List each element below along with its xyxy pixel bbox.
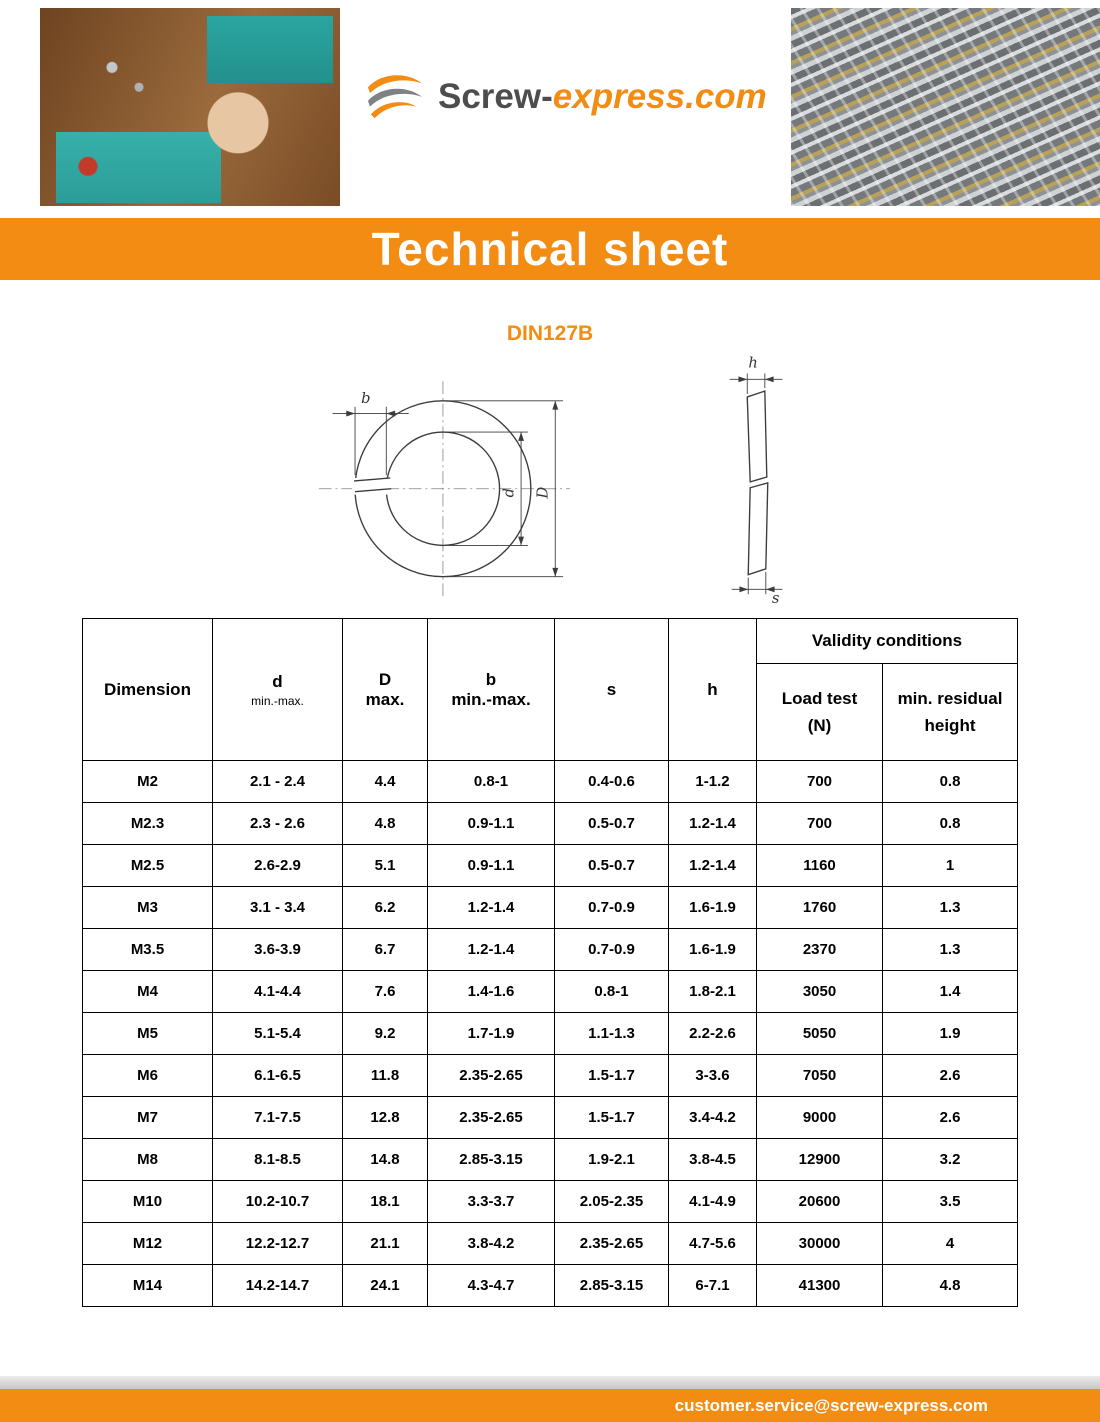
washer-drawing (0, 352, 1100, 608)
col-header-s: s (555, 619, 669, 761)
value-cell: 12.2-12.7 (213, 1223, 343, 1265)
value-cell: 2.35-2.65 (428, 1097, 555, 1139)
dimension-cell: M5 (83, 1013, 213, 1055)
value-cell: 14.8 (343, 1139, 428, 1181)
value-cell: 1.3 (883, 929, 1018, 971)
value-cell: 7050 (757, 1055, 883, 1097)
value-cell: 4.7-5.6 (669, 1223, 757, 1265)
value-cell: 4.1-4.4 (213, 971, 343, 1013)
value-cell: 2.3 - 2.6 (213, 803, 343, 845)
dimension-label-s: s (771, 590, 779, 608)
dimension-cell: M6 (83, 1055, 213, 1097)
value-cell: 0.8-1 (428, 761, 555, 803)
value-cell: 2.35-2.65 (428, 1055, 555, 1097)
logo-swoosh-icon (364, 70, 426, 124)
value-cell: 1 (883, 845, 1018, 887)
value-cell: 2.35-2.65 (555, 1223, 669, 1265)
table-row (83, 1223, 1018, 1265)
dimension-label-b: b (360, 389, 370, 407)
dimension-label-h: h (747, 354, 758, 372)
table-row (83, 845, 1018, 887)
value-cell: 0.5-0.7 (555, 803, 669, 845)
value-cell: 4.4 (343, 761, 428, 803)
col-header-D (343, 619, 428, 761)
table-row (83, 1097, 1018, 1139)
table-row (83, 1139, 1018, 1181)
load-test-line1: Load test (781, 688, 858, 708)
value-cell: 0.8 (883, 803, 1018, 845)
table-row (83, 887, 1018, 929)
dimension-cell: M14 (83, 1265, 213, 1307)
washer-side-view (683, 352, 833, 608)
value-cell: 1160 (757, 845, 883, 887)
spec-table-body (83, 761, 1018, 1307)
brand-prefix: Screw- (438, 77, 553, 116)
value-cell: 12900 (757, 1139, 883, 1181)
dimension-label-D: D (533, 486, 551, 499)
value-cell: 0.9-1.1 (428, 845, 555, 887)
value-cell: 41300 (757, 1265, 883, 1307)
value-cell: 4 (883, 1223, 1018, 1265)
value-cell: 5050 (757, 1013, 883, 1055)
value-cell: 30000 (757, 1223, 883, 1265)
header (0, 0, 1100, 206)
dimension-cell: M2 (83, 761, 213, 803)
dimension-cell: M4 (83, 971, 213, 1013)
value-cell: 2.6 (883, 1055, 1018, 1097)
col-header-b-line1: b (485, 669, 497, 689)
value-cell: 1.7-1.9 (428, 1013, 555, 1055)
dimension-cell: M12 (83, 1223, 213, 1265)
table-row (83, 1013, 1018, 1055)
footer-gray-strip (0, 1376, 1100, 1389)
value-cell: 7.1-7.5 (213, 1097, 343, 1139)
col-header-residual-height (883, 664, 1018, 761)
value-cell: 6.1-6.5 (213, 1055, 343, 1097)
col-header-dimension: Dimension (83, 619, 213, 761)
value-cell: 3.1 - 3.4 (213, 887, 343, 929)
table-row (83, 761, 1018, 803)
value-cell: 4.3-4.7 (428, 1265, 555, 1307)
value-cell: 5.1-5.4 (213, 1013, 343, 1055)
dimension-cell: M8 (83, 1139, 213, 1181)
value-cell: 8.1-8.5 (213, 1139, 343, 1181)
brand-suffix: express.com (552, 77, 767, 116)
col-header-d (213, 619, 343, 761)
brand-text (438, 77, 767, 117)
col-header-d-main: d (272, 671, 283, 691)
value-cell: 1760 (757, 887, 883, 929)
col-header-D-line2: max. (365, 689, 405, 709)
col-header-D-line1: D (378, 669, 392, 689)
value-cell: 0.4-0.6 (555, 761, 669, 803)
value-cell: 6-7.1 (669, 1265, 757, 1307)
washer-front-view (268, 352, 613, 604)
value-cell: 3-3.6 (669, 1055, 757, 1097)
value-cell: 0.5-0.7 (555, 845, 669, 887)
value-cell: 1.4 (883, 971, 1018, 1013)
value-cell: 1-1.2 (669, 761, 757, 803)
value-cell: 1.6-1.9 (669, 887, 757, 929)
value-cell: 6.2 (343, 887, 428, 929)
value-cell: 0.9-1.1 (428, 803, 555, 845)
value-cell: 700 (757, 803, 883, 845)
value-cell: 1.2-1.4 (669, 845, 757, 887)
value-cell: 4.8 (343, 803, 428, 845)
table-row (83, 1181, 1018, 1223)
table-row (83, 929, 1018, 971)
value-cell: 24.1 (343, 1265, 428, 1307)
value-cell: 1.5-1.7 (555, 1055, 669, 1097)
dimension-cell: M7 (83, 1097, 213, 1139)
value-cell: 0.8-1 (555, 971, 669, 1013)
value-cell: 1.2-1.4 (428, 887, 555, 929)
value-cell: 3050 (757, 971, 883, 1013)
value-cell: 9000 (757, 1097, 883, 1139)
value-cell: 14.2-14.7 (213, 1265, 343, 1307)
value-cell: 18.1 (343, 1181, 428, 1223)
din-title: DIN127B (506, 322, 594, 345)
dimension-cell: M2.3 (83, 803, 213, 845)
value-cell: 12.8 (343, 1097, 428, 1139)
validity-conditions-header: Validity conditions (757, 619, 1018, 664)
value-cell: 3.8-4.2 (428, 1223, 555, 1265)
value-cell: 4.1-4.9 (669, 1181, 757, 1223)
table-row (83, 1055, 1018, 1097)
table-row (83, 971, 1018, 1013)
value-cell: 2.1 - 2.4 (213, 761, 343, 803)
footer-bar (0, 1389, 1100, 1422)
col-header-load-test (757, 664, 883, 761)
value-cell: 11.8 (343, 1055, 428, 1097)
value-cell: 3.2 (883, 1139, 1018, 1181)
value-cell: 2.2-2.6 (669, 1013, 757, 1055)
value-cell: 1.5-1.7 (555, 1097, 669, 1139)
load-test-line2: (N) (807, 716, 832, 735)
value-cell: 4.8 (883, 1265, 1018, 1307)
dimension-cell: M10 (83, 1181, 213, 1223)
value-cell: 2.6-2.9 (213, 845, 343, 887)
value-cell: 2370 (757, 929, 883, 971)
col-header-b-line2: min.-max. (451, 689, 531, 709)
value-cell: 0.7-0.9 (555, 887, 669, 929)
table-row (83, 1265, 1018, 1307)
value-cell: 2.05-2.35 (555, 1181, 669, 1223)
dimension-cell: M3.5 (83, 929, 213, 971)
footer-email: customer.service@screw-express.com (674, 1395, 988, 1415)
value-cell: 0.7-0.9 (555, 929, 669, 971)
value-cell: 3.8-4.5 (669, 1139, 757, 1181)
col-header-h: h (669, 619, 757, 761)
value-cell: 5.1 (343, 845, 428, 887)
residual-line1: min. residual (897, 688, 1003, 708)
workbench-photo (40, 8, 340, 206)
value-cell: 1.9-2.1 (555, 1139, 669, 1181)
screws-photo (791, 8, 1100, 206)
value-cell: 1.8-2.1 (669, 971, 757, 1013)
value-cell: 20600 (757, 1181, 883, 1223)
value-cell: 9.2 (343, 1013, 428, 1055)
col-header-b (428, 619, 555, 761)
value-cell: 21.1 (343, 1223, 428, 1265)
spec-table (82, 618, 1018, 1307)
table-row (83, 803, 1018, 845)
value-cell: 7.6 (343, 971, 428, 1013)
technical-sheet-banner (0, 218, 1100, 280)
footer (0, 1376, 1100, 1422)
value-cell: 1.2-1.4 (669, 803, 757, 845)
value-cell: 1.4-1.6 (428, 971, 555, 1013)
residual-line2: height (924, 716, 976, 735)
col-header-d-sub: min.-max. (251, 693, 304, 708)
value-cell: 10.2-10.7 (213, 1181, 343, 1223)
value-cell: 700 (757, 761, 883, 803)
value-cell: 1.1-1.3 (555, 1013, 669, 1055)
value-cell: 6.7 (343, 929, 428, 971)
value-cell: 2.6 (883, 1097, 1018, 1139)
value-cell: 2.85-3.15 (428, 1139, 555, 1181)
dimension-cell: M3 (83, 887, 213, 929)
value-cell: 0.8 (883, 761, 1018, 803)
value-cell: 1.3 (883, 887, 1018, 929)
value-cell: 3.6-3.9 (213, 929, 343, 971)
value-cell: 3.5 (883, 1181, 1018, 1223)
logo (364, 70, 767, 124)
value-cell: 2.85-3.15 (555, 1265, 669, 1307)
value-cell: 3.4-4.2 (669, 1097, 757, 1139)
value-cell: 3.3-3.7 (428, 1181, 555, 1223)
banner-title: Technical sheet (371, 223, 729, 275)
dimension-cell: M2.5 (83, 845, 213, 887)
dimension-label-d: d (499, 487, 517, 498)
value-cell: 1.6-1.9 (669, 929, 757, 971)
value-cell: 1.9 (883, 1013, 1018, 1055)
value-cell: 1.2-1.4 (428, 929, 555, 971)
